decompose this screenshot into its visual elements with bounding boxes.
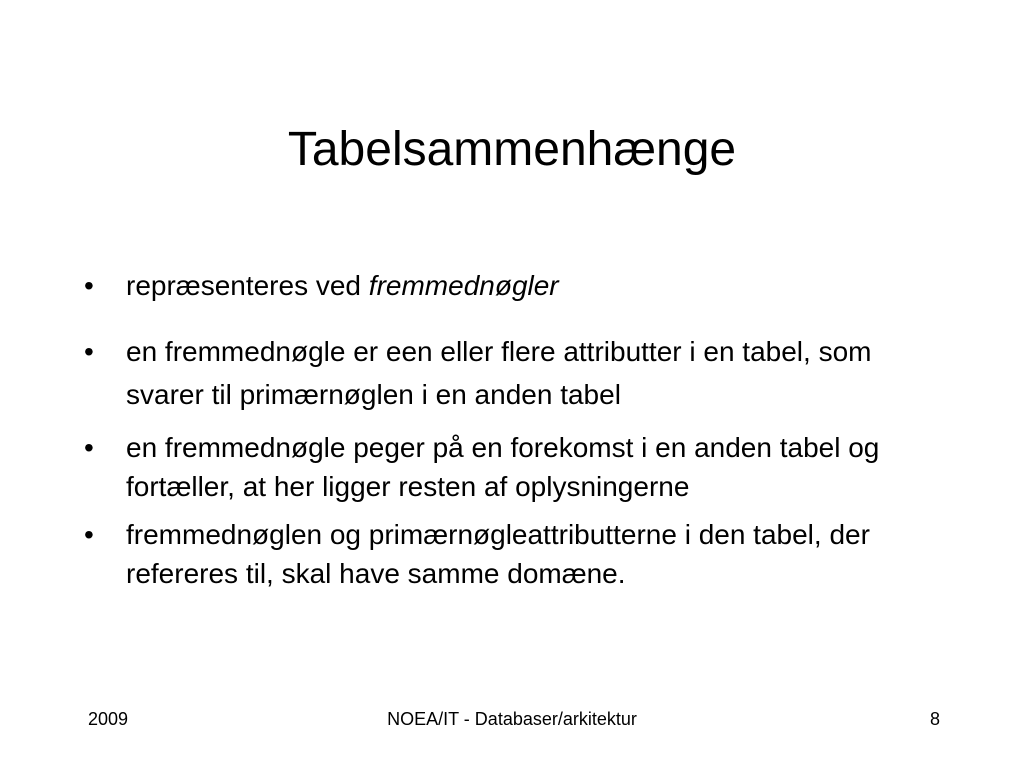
bullet-text: en fremmednøgle er een eller flere attributter i en tabel, som svarer til primærnøglen i en anden tabel [126, 336, 872, 410]
bullet-text: repræsenteres ved [126, 270, 369, 301]
bullet-emphasis: fremmednøgler [368, 270, 559, 301]
bullet-marker: • [84, 336, 94, 367]
bullet-text: fremmednøglen og primærnøgleattributterne i den tabel, der refereres til, skal have samme domæne. [126, 519, 870, 589]
footer-course: NOEA/IT - Databaser/arkitektur [387, 709, 637, 729]
bullet-item [84, 330, 934, 416]
bullet-marker: • [84, 519, 94, 550]
footer-date: 2009 [88, 709, 129, 729]
bullet-text: en fremmednøgle peger på en forekomst i en anden tabel og fortæller, at her ligger resten af oplysningerne [126, 432, 880, 502]
footer-page-number: 8 [929, 709, 940, 729]
bullet-item [84, 515, 934, 593]
bullet-marker: • [84, 270, 94, 301]
slide-title: Tabelsammenhænge [287, 123, 737, 176]
bullet-item [84, 266, 934, 305]
bullet-item [84, 428, 934, 506]
bullet-list [84, 266, 934, 593]
bullet-marker: • [84, 432, 94, 463]
